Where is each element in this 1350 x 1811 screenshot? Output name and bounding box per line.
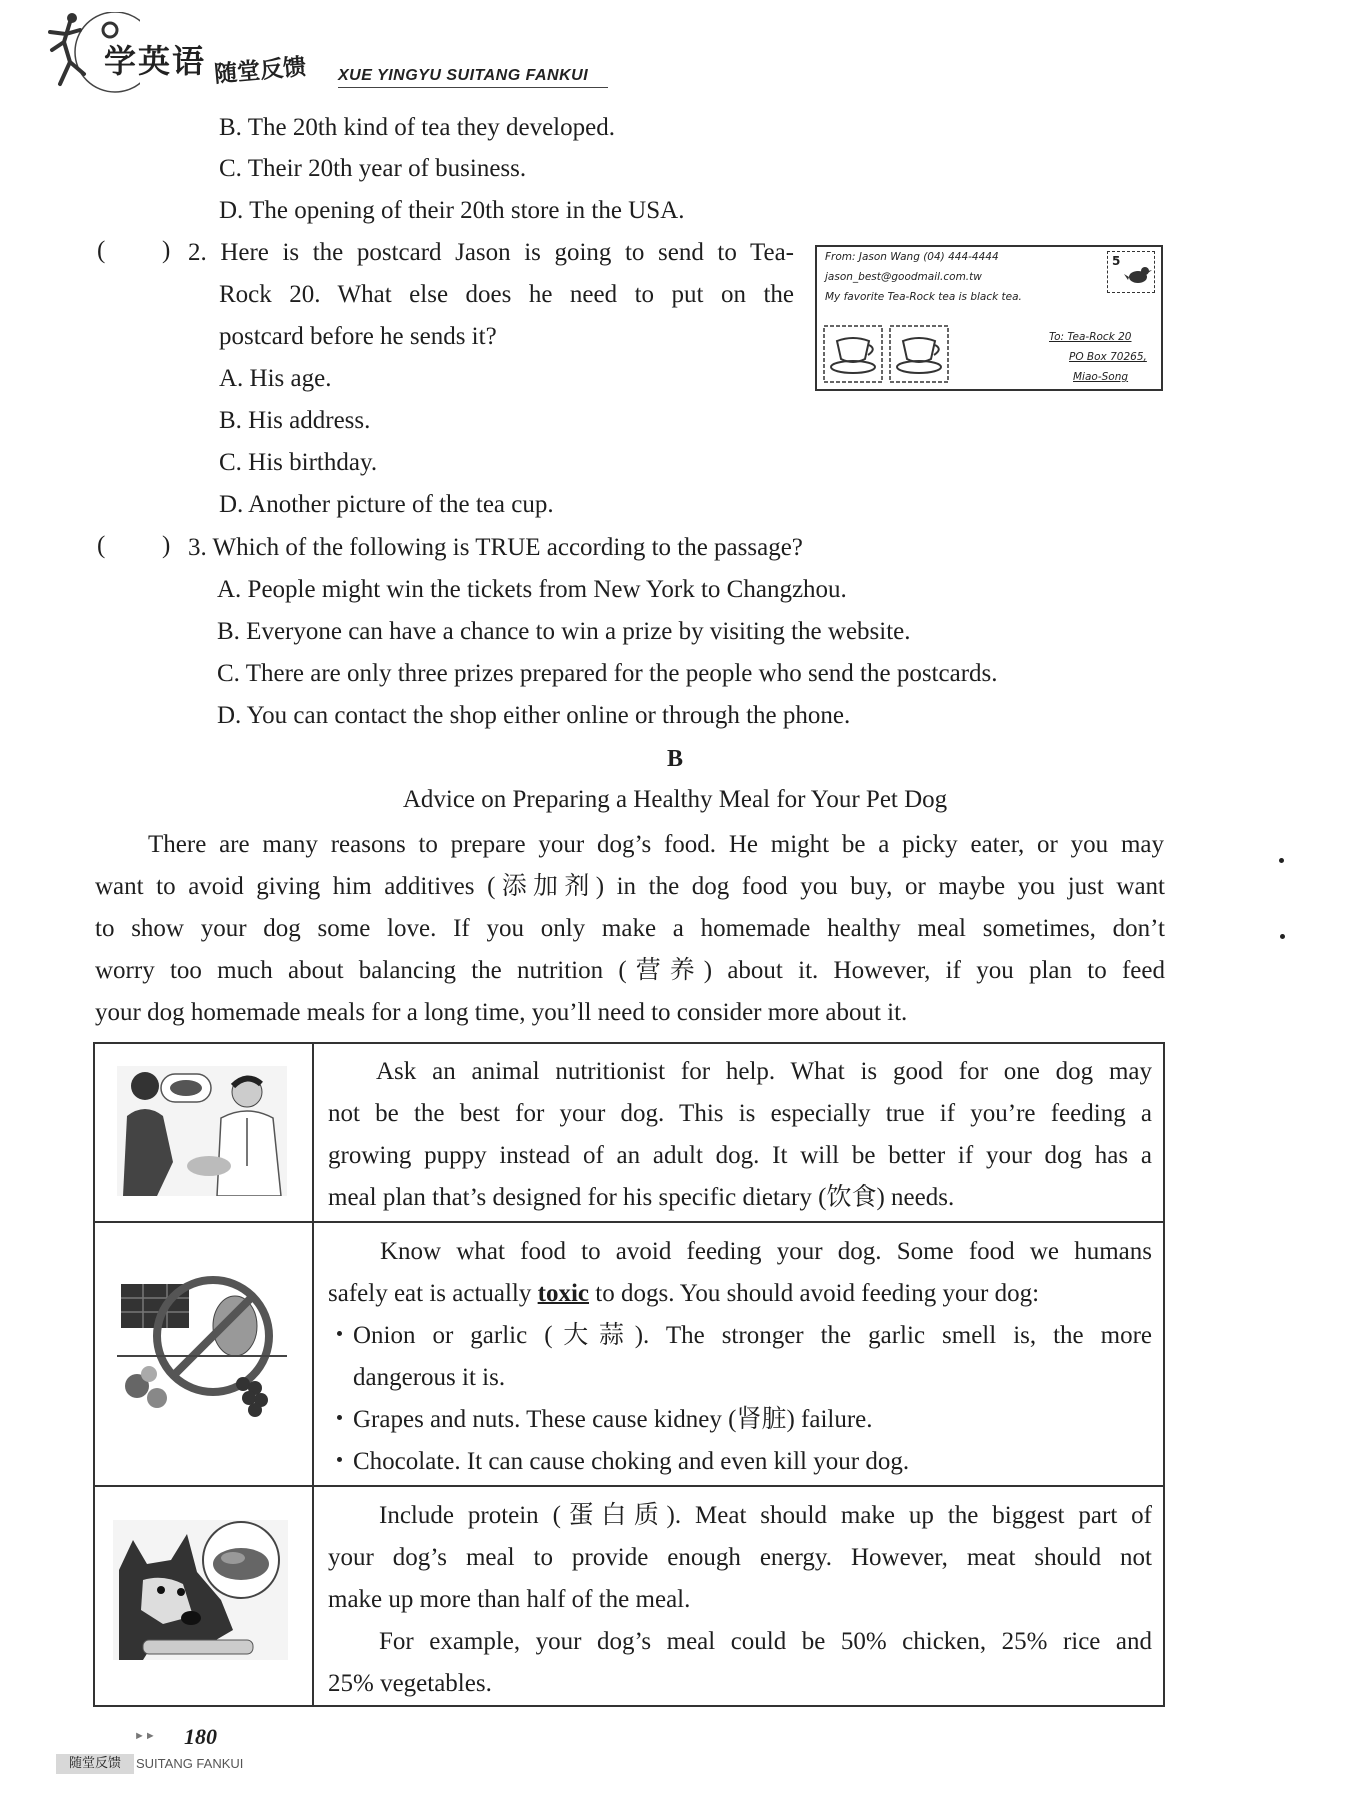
page-number: 180 bbox=[184, 1724, 217, 1749]
q3-option-a: A. People might win the tickets from New York to Changzhou. bbox=[217, 576, 847, 603]
q3-option-d: D. You can contact the shop either online or through the phone. bbox=[217, 702, 851, 729]
row2-line-2-after: to dogs. You should avoid feeding your dog: bbox=[589, 1280, 1040, 1307]
q1-option-b: B. The 20th kind of tea they developed. bbox=[219, 114, 615, 141]
q2-stem-line1: 2. Here is the postcard Jason is going to send to Tea- bbox=[188, 239, 794, 266]
header-title-cn: 学英语 bbox=[104, 42, 207, 80]
postcard-from: From: Jason Wang (04) 444-4444 bbox=[825, 251, 999, 263]
intro-line-2: want to avoid giving him additives (添加剂) in the dog food you buy, or maybe you just want bbox=[95, 873, 1165, 900]
row3-line-4: For example, your dog’s meal could be 50% chicken, 25% rice and bbox=[379, 1628, 1152, 1655]
q3-answer-bracket-close: ) bbox=[162, 532, 171, 559]
q3-stem: 3. Which of the following is TRUE according to the passage? bbox=[188, 534, 803, 561]
postcard-to-line1: To: Tea-Rock 20 bbox=[1049, 331, 1132, 343]
q3-option-b: B. Everyone can have a chance to win a prize by visiting the website. bbox=[217, 618, 911, 645]
section-b-letter: B bbox=[666, 746, 683, 772]
table-row-divider bbox=[93, 1221, 1165, 1223]
postcard-favorite: My favorite Tea-Rock tea is black tea. bbox=[825, 291, 1022, 303]
toxic-food-illustration-icon bbox=[117, 1276, 287, 1426]
q3-option-c: C. There are only three prizes prepared for the people who send the postcards. bbox=[217, 660, 998, 687]
q1-option-d: D. The opening of their 20th store in the USA. bbox=[219, 197, 685, 224]
row3-line-5: 25% vegetables. bbox=[328, 1670, 492, 1697]
postcard-image bbox=[815, 245, 1163, 391]
toxic-keyword: toxic bbox=[537, 1280, 590, 1307]
row3-line-2: your dog’s meal to provide enough energy. However, meat should not bbox=[328, 1544, 1152, 1571]
q2-option-d: D. Another picture of the tea cup. bbox=[219, 491, 554, 518]
row1-line-1: Ask an animal nutritionist for help. What is good for one dog may bbox=[376, 1058, 1152, 1085]
q1-option-c: C. Their 20th year of business. bbox=[219, 155, 527, 182]
footer-tag-en: SUITANG FANKUI bbox=[136, 1756, 244, 1771]
postcard-to-line3: Miao-Song bbox=[1073, 371, 1129, 383]
page-header bbox=[0, 0, 1350, 110]
q2-answer-bracket-open[interactable]: ( bbox=[97, 237, 106, 264]
nutritionist-illustration-icon bbox=[117, 1066, 287, 1196]
header-title-en: XUE YINGYU SUITANG FANKUI bbox=[338, 67, 589, 84]
q2-stem-line3: postcard before he sends it? bbox=[219, 323, 497, 350]
row1-line-4: meal plan that’s designed for his specific dietary (饮食) needs. bbox=[328, 1184, 955, 1211]
header-rule bbox=[338, 87, 608, 88]
intro-line-1: There are many reasons to prepare your dog’s food. He might be a picky eater, or you may bbox=[148, 831, 1164, 858]
row1-line-2: not be the best for your dog. This is especially true if you’re feeding a bbox=[328, 1100, 1152, 1127]
q2-option-c: C. His birthday. bbox=[219, 449, 378, 476]
bullet-dot bbox=[337, 1457, 342, 1462]
section-b-title: Advice on Preparing a Healthy Meal for Your Pet Dog bbox=[402, 786, 948, 813]
postcard-email: jason_best@goodmail.com.tw bbox=[825, 271, 982, 283]
row2-bullet-1: Onion or garlic (大蒜). The stronger the garlic smell is, the more bbox=[353, 1322, 1152, 1349]
row1-line-3: growing puppy instead of an adult dog. It will be better if your dog has a bbox=[328, 1142, 1152, 1169]
margin-mark bbox=[1279, 858, 1284, 863]
footer-tag-cn: 随堂反馈 bbox=[56, 1754, 134, 1774]
bird-icon bbox=[1124, 262, 1152, 288]
postcard-to-line2: PO Box 70265, bbox=[1069, 351, 1147, 363]
table-row-divider bbox=[93, 1485, 1165, 1487]
row2-line-1: Know what food to avoid feeding your dog. Some food we humans bbox=[380, 1238, 1152, 1265]
dog-with-meat-illustration-icon bbox=[113, 1520, 288, 1660]
row3-line-3: make up more than half of the meal. bbox=[328, 1586, 691, 1613]
tea-cup-icon bbox=[889, 325, 949, 383]
q2-option-b: B. His address. bbox=[219, 407, 371, 434]
postcard-stamp bbox=[1107, 251, 1155, 293]
intro-line-3: to show your dog some love. If you only make a homemade healthy meal sometimes, don’t bbox=[95, 915, 1165, 942]
row2-line-2-before: safely eat is actually bbox=[328, 1280, 538, 1307]
row2-bullet-3: Chocolate. It can cause choking and even kill your dog. bbox=[353, 1448, 910, 1475]
q2-option-a: A. His age. bbox=[219, 365, 332, 392]
header-subtitle-cn: 随堂反馈 bbox=[213, 54, 308, 88]
row2-bullet-2: Grapes and nuts. These cause kidney (肾脏) failure. bbox=[353, 1406, 873, 1433]
row3-line-1: Include protein (蛋白质). Meat should make up the biggest part of bbox=[379, 1502, 1152, 1529]
intro-line-5: your dog homemade meals for a long time, you’ll need to consider more about it. bbox=[95, 999, 908, 1026]
bullet-dot bbox=[337, 1331, 342, 1336]
q2-answer-bracket-close: ) bbox=[162, 237, 171, 264]
footer-arrows-icon: ►► bbox=[134, 1730, 156, 1742]
tea-cup-icon bbox=[823, 325, 883, 383]
margin-mark bbox=[1280, 934, 1285, 939]
bullet-dot bbox=[337, 1415, 342, 1420]
table-column-divider bbox=[312, 1042, 314, 1707]
postcard-stamp-value: 5 bbox=[1112, 254, 1121, 268]
q2-stem-line2: Rock 20. What else does he need to put on the bbox=[219, 281, 794, 308]
intro-line-4: worry too much about balancing the nutrition (营养) about it. However, if you plan to feed bbox=[95, 957, 1165, 984]
q3-answer-bracket-open[interactable]: ( bbox=[97, 532, 106, 559]
row2-line-2 bbox=[328, 1273, 1039, 1315]
row2-bullet-1-cont: dangerous it is. bbox=[353, 1364, 506, 1391]
